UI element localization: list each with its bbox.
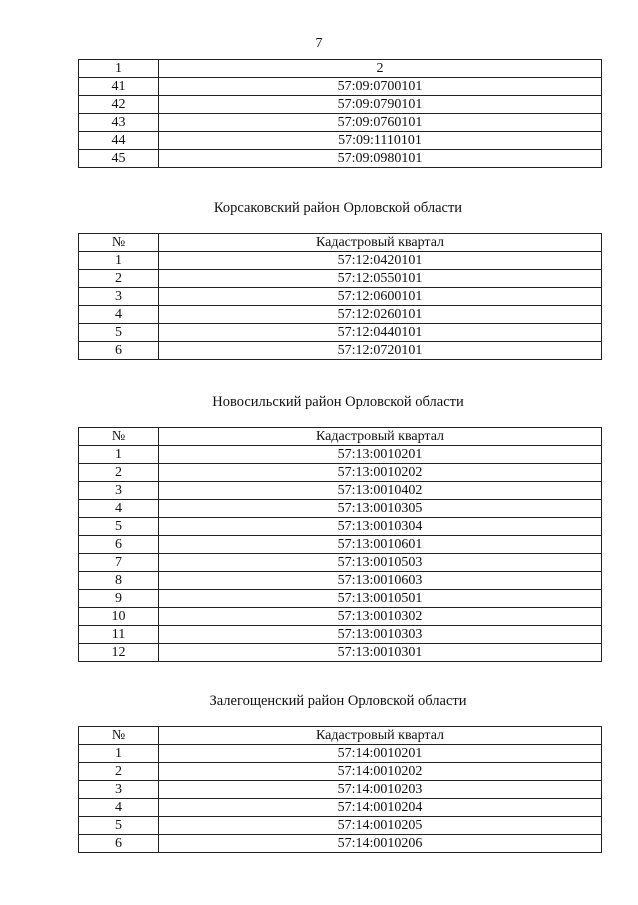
table-header-row	[79, 234, 602, 252]
column-header-number: №	[79, 727, 159, 745]
cadastral-quarter: 57:09:0700101	[159, 78, 602, 96]
column-header-cadastral-quarter: Кадастровый квартал	[159, 428, 602, 446]
table-row	[79, 252, 602, 270]
row-number: 3	[79, 482, 159, 500]
cadastral-quarter: 57:13:0010302	[159, 608, 602, 626]
cadastral-quarter: 57:12:0440101	[159, 324, 602, 342]
row-number: 11	[79, 626, 159, 644]
korsakovsky-table	[78, 233, 602, 360]
row-number: 5	[79, 324, 159, 342]
table-row	[79, 306, 602, 324]
cadastral-quarter: 57:14:0010201	[159, 745, 602, 763]
cadastral-quarter: 57:13:0010201	[159, 446, 602, 464]
table-row	[79, 114, 602, 132]
table-row	[79, 644, 602, 662]
cadastral-quarter: 57:13:0010202	[159, 464, 602, 482]
cadastral-quarter: 57:09:0790101	[159, 96, 602, 114]
column-header-index: 1	[79, 60, 159, 78]
column-header-number: №	[79, 234, 159, 252]
row-number: 44	[79, 132, 159, 150]
table-row	[79, 464, 602, 482]
row-number: 4	[79, 500, 159, 518]
cadastral-quarter: 57:13:0010305	[159, 500, 602, 518]
table-row	[79, 745, 602, 763]
row-number: 9	[79, 590, 159, 608]
page-number: 7	[315, 36, 323, 51]
row-number: 2	[79, 763, 159, 781]
novosilsky-table	[78, 427, 602, 662]
row-number: 1	[79, 252, 159, 270]
cadastral-quarter: 57:12:0550101	[159, 270, 602, 288]
column-header-quarter: 2	[159, 60, 602, 78]
table-row	[79, 482, 602, 500]
cadastral-quarter: 57:14:0010205	[159, 817, 602, 835]
section-title-korsakovsky: Корсаковский район Орловской области	[213, 200, 463, 216]
table-row	[79, 342, 602, 360]
cadastral-quarter: 57:09:0980101	[159, 150, 602, 168]
cadastral-quarter: 57:13:0010301	[159, 644, 602, 662]
cadastral-quarter: 57:13:0010501	[159, 590, 602, 608]
table-row	[79, 817, 602, 835]
table-row	[79, 500, 602, 518]
table-row	[79, 96, 602, 114]
cadastral-quarter: 57:14:0010206	[159, 835, 602, 853]
row-number: 3	[79, 781, 159, 799]
table-row	[79, 446, 602, 464]
cadastral-quarter: 57:13:0010503	[159, 554, 602, 572]
table-row	[79, 536, 602, 554]
table-row	[79, 799, 602, 817]
row-number: 45	[79, 150, 159, 168]
row-number: 42	[79, 96, 159, 114]
column-header-cadastral-quarter: Кадастровый квартал	[159, 234, 602, 252]
section-title-novosilsky: Новосильский район Орловской области	[212, 394, 464, 410]
row-number: 4	[79, 799, 159, 817]
cadastral-quarter: 57:13:0010303	[159, 626, 602, 644]
row-number: 5	[79, 817, 159, 835]
cadastral-quarter: 57:14:0010204	[159, 799, 602, 817]
cadastral-quarter: 57:14:0010202	[159, 763, 602, 781]
row-number: 6	[79, 536, 159, 554]
table-row	[79, 835, 602, 853]
table-row	[79, 626, 602, 644]
section-title-zalegoshchensky: Залегощенский район Орловской области	[209, 693, 467, 709]
cadastral-quarter: 57:09:0760101	[159, 114, 602, 132]
cadastral-quarter: 57:14:0010203	[159, 781, 602, 799]
row-number: 1	[79, 745, 159, 763]
continuation-table	[78, 59, 602, 168]
table-row	[79, 288, 602, 306]
table-row	[79, 763, 602, 781]
cadastral-quarter: 57:13:0010601	[159, 536, 602, 554]
row-number: 8	[79, 572, 159, 590]
row-number: 1	[79, 446, 159, 464]
row-number: 43	[79, 114, 159, 132]
table-row	[79, 270, 602, 288]
row-number: 12	[79, 644, 159, 662]
row-number: 41	[79, 78, 159, 96]
row-number: 6	[79, 342, 159, 360]
table-row	[79, 78, 602, 96]
cadastral-quarter: 57:12:0260101	[159, 306, 602, 324]
table-row	[79, 608, 602, 626]
table-row	[79, 781, 602, 799]
zalegoshchensky-table	[78, 726, 602, 853]
row-number: 7	[79, 554, 159, 572]
table-header-row	[79, 727, 602, 745]
cadastral-quarter: 57:13:0010402	[159, 482, 602, 500]
table-row	[79, 150, 602, 168]
cadastral-quarter: 57:12:0600101	[159, 288, 602, 306]
cadastral-quarter: 57:13:0010603	[159, 572, 602, 590]
cadastral-quarter: 57:12:0420101	[159, 252, 602, 270]
cadastral-quarter: 57:09:1110101	[159, 132, 602, 150]
table-row	[79, 554, 602, 572]
row-number: 3	[79, 288, 159, 306]
row-number: 4	[79, 306, 159, 324]
row-number: 2	[79, 464, 159, 482]
cadastral-quarter: 57:12:0720101	[159, 342, 602, 360]
table-row	[79, 590, 602, 608]
row-number: 6	[79, 835, 159, 853]
row-number: 5	[79, 518, 159, 536]
table-row	[79, 324, 602, 342]
table-row	[79, 572, 602, 590]
table-row	[79, 518, 602, 536]
table-row	[79, 132, 602, 150]
column-header-number: №	[79, 428, 159, 446]
cadastral-quarter: 57:13:0010304	[159, 518, 602, 536]
table-header-row	[79, 60, 602, 78]
row-number: 10	[79, 608, 159, 626]
row-number: 2	[79, 270, 159, 288]
column-header-cadastral-quarter: Кадастровый квартал	[159, 727, 602, 745]
table-header-row	[79, 428, 602, 446]
